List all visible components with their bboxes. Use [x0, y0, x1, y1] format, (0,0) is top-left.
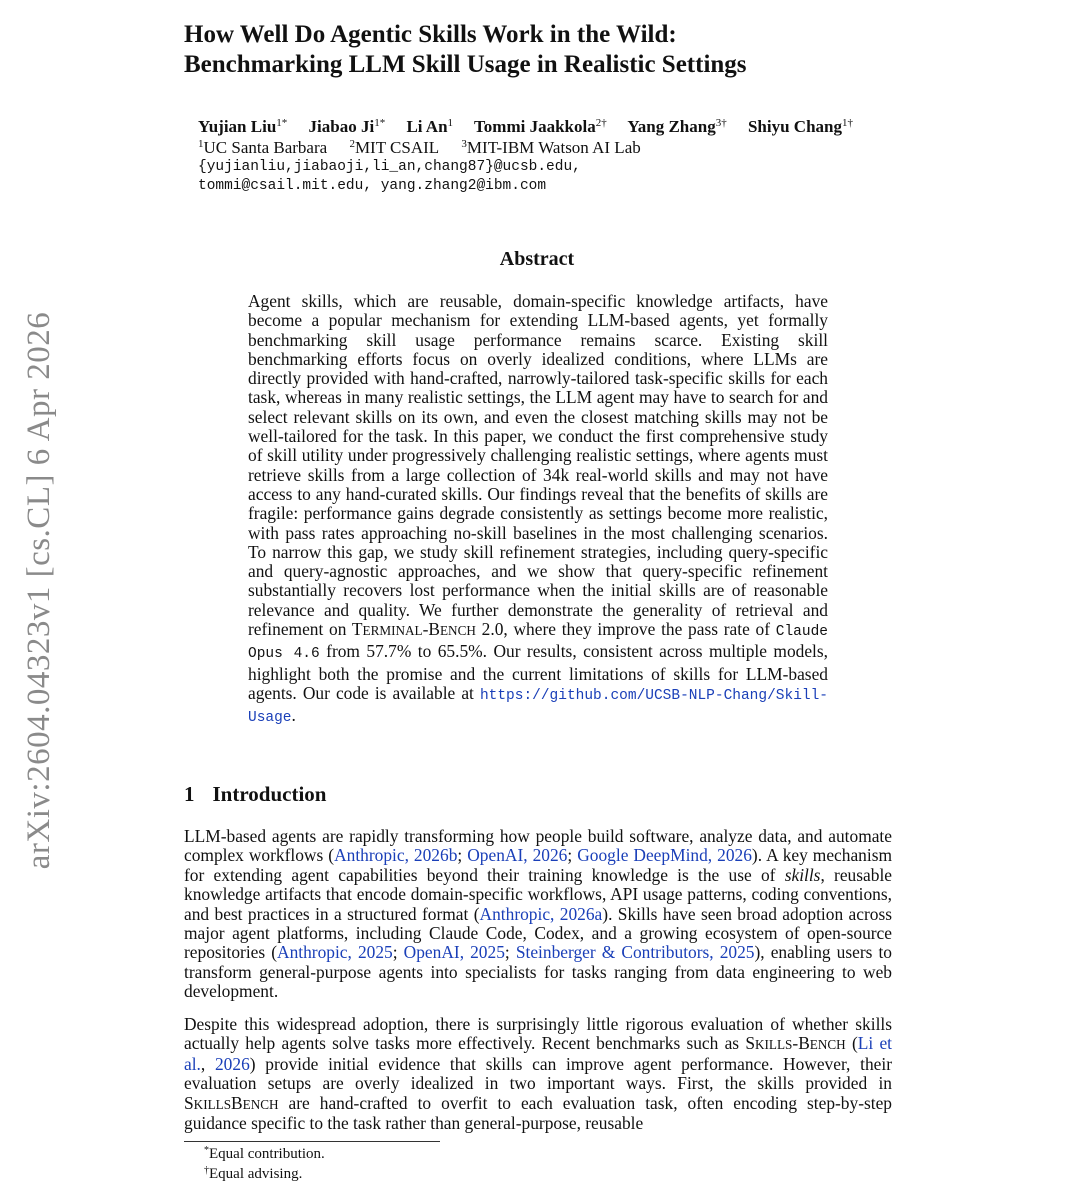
citation-link[interactable]: Li et al.	[184, 1033, 893, 1074]
arxiv-identifier-text: arXiv:2604.04323v1 [cs.CL] 6 Apr 2026	[21, 311, 58, 869]
email-line-2: tommi@csail.mit.edu, yang.zhang2@ibm.com	[198, 178, 547, 194]
affiliation: $^3$MIT-IBM Watson AI Lab	[461, 138, 641, 157]
citation-link[interactable]: OpenAI, 2026	[467, 845, 568, 866]
benchmark-name: TERMINAL-BENCH	[351, 619, 476, 640]
author-block	[198, 116, 958, 196]
section-number: 1	[184, 782, 195, 806]
footnote: *Equal contribution.	[204, 1145, 325, 1162]
footnotes	[204, 1144, 325, 1184]
model-name: Claude Opus 4.6	[248, 624, 828, 663]
citation-link[interactable]: 2026	[214, 1053, 250, 1074]
abstract-body: Agent skills, which are reusable, domain-specific knowledge artifacts, have become a popular mechanism for extending LLM-based agents, yet formally benchmarking skill usage performance remains scarce. Existing skill benchmarking efforts focus on overly idealized conditions, where LLMs are directly provided with hand-crafted, narrowly-tailored task-specific skills for each task, whereas in many realistic settings, the LLM agent may have to search for and select relevant skills on its own, and even the closest matching skills may not be well-tailored for the task. In this paper, we conduct the first comprehensive study of skill utility under progressively challenging realistic settings, where agents must retrieve skills from a large collection of 34k real-world skills and may not have access to any hand-curated skills. Our findings reveal that the benefits of skills are fragile: performance gains degrade consistently as settings become more realistic, with pass rates approaching no-skill baselines in the most challenging scenarios. To narrow this gap, we study skill refinement strategies, including query-specific and query-agnostic approaches, and we show that query-specific refinement substantially recovers lost performance when the initial skills are of reasonable relevance and quality. We further demonstrate the generality of retrieval and refinement on TERMINAL-BENCH 2.0, where they improve the pass rate of Claude Opus 4.6 from 57.7% to 65.5%. Our results, consistent across multiple models, highlight both the promise and the current limitations of skills for LLM-based agents. Our code is available at https://github.com/UCSB-NLP-Chang/Skill-Usage.	[248, 291, 828, 727]
affiliation: $^2$MIT CSAIL	[349, 138, 440, 157]
affiliation: $^1$UC Santa Barbara	[198, 138, 328, 157]
arxiv-identifier-stamp	[20, 285, 60, 895]
citation-link[interactable]: Steinberger & Contributors, 2025	[515, 942, 755, 963]
author: Yang Zhang$^{3\dagger}$	[627, 117, 727, 136]
citation-link[interactable]: Anthropic, 2025	[277, 942, 393, 963]
author: Li An$^1$	[406, 117, 454, 136]
citation-link[interactable]: OpenAI, 2025	[403, 942, 505, 963]
citation-link[interactable]: Anthropic, 2026a	[479, 903, 603, 924]
author-emails	[198, 158, 958, 196]
email-line-1: {yujianliu,jiabaoji,li_an,chang87}@ucsb.edu,	[198, 159, 581, 175]
intro-paragraph-1: LLM-based agents are rapidly transforming how people build software, analyze data, and automate complex workflows (Anthropic, 2026b; OpenAI, 2026; Google DeepMind, 2026). A key mechanism for extending agent capabilities beyond their training knowledge is the use of skills, reusable knowledge artifacts that encode domain-specific workflows, API usage patterns, coding conventions, and best practices in a structured format (Anthropic, 2026a). Skills have seen broad adoption across major agent platforms, including Claude Code, Codex, and a growing ecosystem of open-source repositories (Anthropic, 2025; OpenAI, 2025; Steinberger & Contributors, 2025), enabling users to transform general-purpose agents into specialists for tasks ranging from data engineering to web development.	[184, 826, 893, 1002]
author-list	[198, 116, 958, 137]
author: Yujian Liu$^{1*}$	[198, 117, 288, 136]
section-title: Introduction	[212, 782, 327, 806]
title-line-1: How Well Do Agentic Skills Work in the Wild:	[184, 21, 677, 48]
footnote: †Equal advising.	[204, 1165, 303, 1182]
footnote-divider	[184, 1141, 440, 1142]
author: Tommi Jaakkola$^{2\dagger}$	[474, 117, 607, 136]
title-line-2: Benchmarking LLM Skill Usage in Realistic Settings	[184, 51, 747, 78]
code-repository-link[interactable]: https://github.com/UCSB-NLP-Chang/Skill-Usage	[248, 687, 828, 727]
benchmark-name: SKILLSBENCH	[184, 1092, 279, 1113]
author: Jiabao $Ji^{1*}$	[308, 117, 386, 136]
affiliation-list	[198, 137, 958, 158]
citation-link[interactable]: Google DeepMind, 2026	[577, 845, 752, 866]
paper-title	[184, 20, 944, 80]
section-heading-introduction	[184, 782, 326, 807]
abstract-heading: Abstract	[499, 248, 575, 270]
intro-paragraph-2: Despite this widespread adoption, there is surprisingly little rigorous evaluation of whether skills actually help agents solve tasks more effectively. Recent benchmarks such as SKILLS-BENCH (Li et al., 2026) provide initial evidence that skills can improve agent performance. However, their evaluation setups are overly idealized in two important ways. First, the skills provided in SKILLSBENCH are hand-crafted to overfit to each evaluation task, often encoding step-by-step guidance specific to the task rather than general-purpose, reusable	[184, 1014, 893, 1134]
citation-link[interactable]: Anthropic, 2026b	[334, 845, 458, 866]
benchmark-name: SKILLS-BENCH	[745, 1033, 846, 1054]
author: Shiyu Chang$^{1\dagger}$	[747, 117, 853, 136]
